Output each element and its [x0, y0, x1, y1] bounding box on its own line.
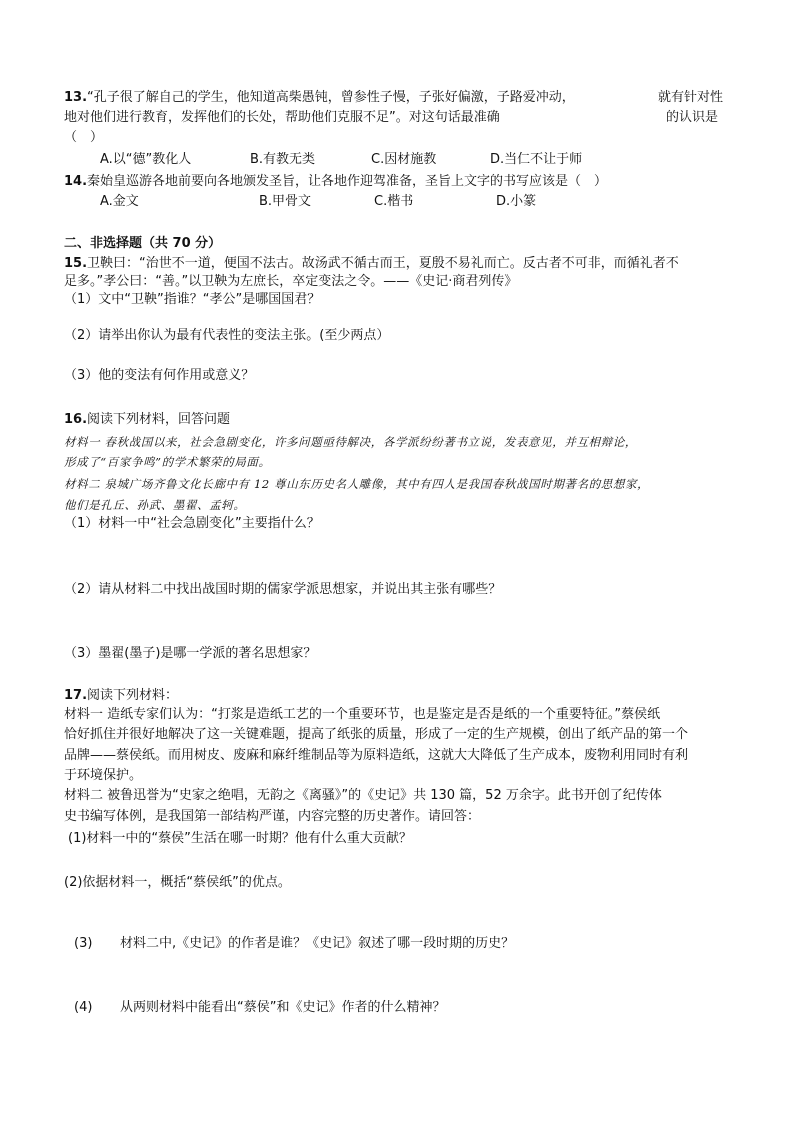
q17-title: 阅读下列材料： [87, 688, 179, 703]
q16-material2-line2: 他们是孔丘、孙武、墨翟、孟轲。 [64, 498, 246, 512]
q13-option-d: D.当仁不让于师 [490, 152, 583, 167]
q16-title-line [64, 412, 230, 428]
q16-material1-line2: 形成了“百家争鸣”的学术繁荣的局面。 [64, 455, 271, 469]
q16-title: 阅读下列材料，回答问题 [87, 412, 231, 427]
q13-number: 13. [64, 90, 88, 105]
q16-sub3: （3）墨翟(墨子)是哪一学派的著名思想家？ [64, 646, 317, 661]
q17-material1-line3: 品牌——蔡侯纸。而用树皮、废麻和麻纤维制品等为原料造纸，这就大大降低了生产成本，废物利用同时有利 [64, 748, 689, 763]
q13-text-line1-right: 就有针对性 [658, 90, 724, 105]
q17-material1-line2: 恰好抓住并很好地解决了这一关键难题，提高了纸张的质量，形成了一定的生产规模，创出了纸产品的第一个 [64, 727, 689, 742]
q13-option-a: A.以“德”教化人 [100, 152, 192, 167]
q15-text-line1: 卫鞅曰：“治世不一道，便国不法古。故汤武不循古而王，夏殷不易礼而亡。反古者不可非，而循礼者不 [87, 256, 679, 271]
q14-text: 秦始皇巡游各地前要向各地颁发圣旨，让各地作迎驾准备，圣旨上文字的书写应该是（ ） [87, 174, 608, 189]
q15-sub2: （2）请举出你认为最有代表性的变法主张。(至少两点） [64, 328, 390, 343]
q15-line1 [64, 256, 679, 272]
q17-sub2: (2)依据材料一，概括“蔡侯纸”的优点。 [64, 875, 291, 890]
q16-number: 16. [64, 412, 88, 427]
q17-number: 17. [64, 688, 88, 703]
q13-text-line2-right: 的认识是 [666, 110, 719, 125]
q17-material1-line4: 于环境保护。 [64, 768, 143, 783]
q13-option-c: C.因材施教 [371, 152, 437, 167]
q15-sub3: （3）他的变法有何作用或意义？ [64, 368, 255, 383]
q16-material1-line1: 材料一 春秋战国以来，社会急剧变化，许多问题亟待解决，各学派纷纷著书立说，发表意见，并互相辩论， [64, 435, 637, 449]
q16-sub2: （2）请从材料二中找出战国时期的儒家学派思想家，并说出其主张有哪些？ [64, 582, 502, 597]
q14-option-d: D.小篆 [496, 194, 537, 209]
q13-line1 [64, 90, 575, 106]
q15-text-line2: 足多。”孝公曰：“善。”以卫鞅为左庶长，卒定变法之令。——《史记·商君列传》 [64, 274, 518, 289]
q17-material2-line2: 史书编写体例，是我国第一部结构严谨，内容完整的历史著作。请回答： [64, 809, 481, 824]
q17-title-line [64, 688, 178, 704]
q14-line [64, 174, 607, 190]
q13-text-line2: 地对他们进行教育，发挥他们的长处，帮助他们克服不足”。对这句话最准确 [64, 110, 500, 125]
q14-option-a: A.金文 [100, 194, 139, 209]
q17-sub3: 材料二中,《史记》的作者是谁？《史记》叙述了哪一段时期的历史？ [120, 936, 515, 951]
q14-option-b: B.甲骨文 [259, 194, 312, 209]
q16-material2-line1: 材料二 泉城广场齐鲁文化长廊中有 12 尊山东历史名人雕像，其中有四人是我国春秋战国时期著名的思想家， [64, 477, 650, 491]
q14-number: 14. [64, 174, 88, 189]
q17-sub3-number: (3) [74, 936, 93, 951]
q15-sub1: （1）文中“卫鞅”指谁？“孝公”是哪国国君？ [64, 292, 321, 307]
q16-sub1: （1）材料一中“社会急剧变化”主要指什么？ [64, 516, 320, 531]
q17-sub4: 从两则材料中能看出“蔡侯”和《史记》作者的什么精神？ [120, 1000, 446, 1015]
q17-sub4-number: (4) [74, 1000, 93, 1015]
q13-option-b: B.有教无类 [250, 152, 316, 167]
q14-option-c: C.楷书 [374, 194, 414, 209]
q17-material2-line1: 材料二 被鲁迅誉为“史家之绝唱，无韵之《离骚》”的《史记》共 130 篇，52 万余字。此书开创了纪传体 [64, 788, 662, 803]
q17-material1-line1: 材料一 造纸专家们认为：“打浆是造纸工艺的一个重要环节，也是鉴定是否是纸的一个重要特征。”蔡侯纸 [64, 707, 661, 722]
q13-text-line1: “孔子很了解自己的学生，他知道高柴愚钝，曾参性子慢，子张好偏激，子路爱冲动， [87, 90, 575, 105]
q17-sub1: (1)材料一中的“蔡侯”生活在哪一时期？他有什么重大贡献？ [68, 831, 412, 846]
q13-answer-paren: （ ） [64, 130, 104, 145]
q15-number: 15. [64, 256, 88, 271]
section2-title: 二、非选择题（共 70 分） [64, 236, 222, 251]
